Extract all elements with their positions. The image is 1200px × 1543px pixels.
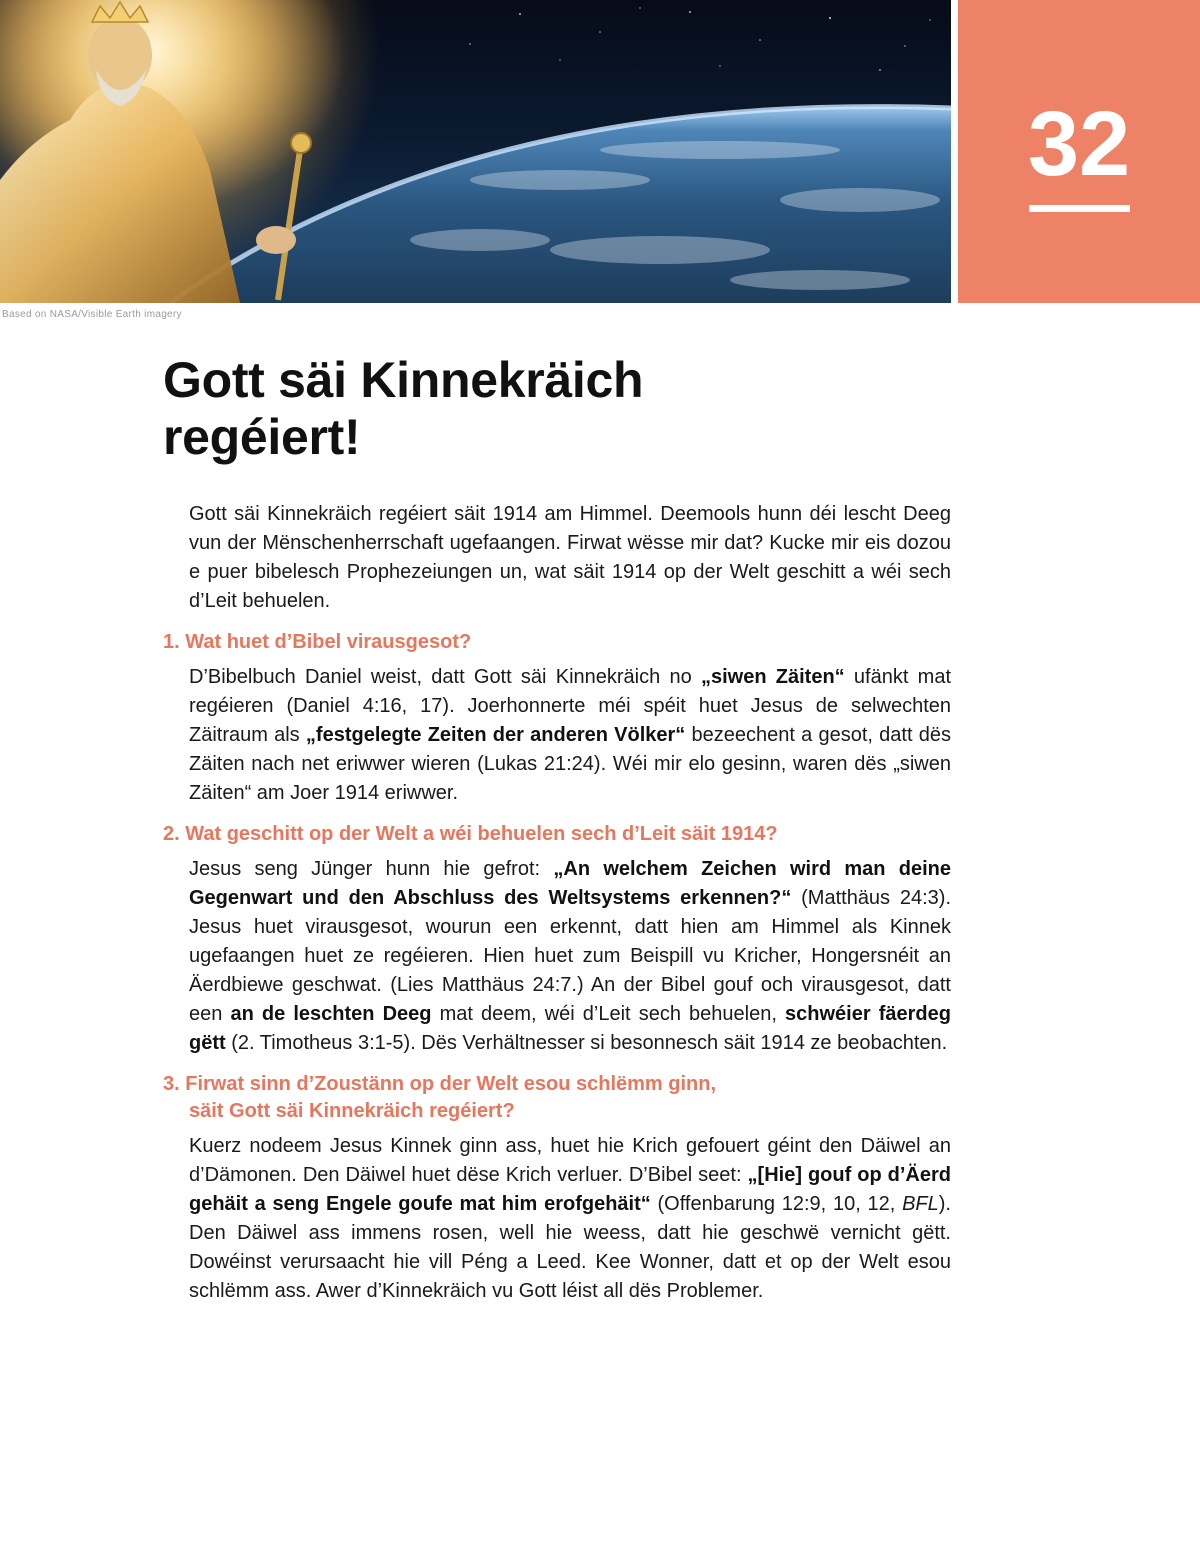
bible-abbreviation: BFL: [902, 1193, 939, 1215]
question-1: [163, 629, 951, 808]
question-2-answer: Jesus seng Jünger hunn hie gefrot: „An welchem Zeichen wird man deine Gegenwart und den Abschluss des Weltsystems erkennen?“ (Matthäus 24:3). Jesus huet virausgesot, wourun een erkennt, datt hien am Himmel als Kinnek ugefaangen huet ze regéieren. Hien huet zum Beispill vu Kricher, Hongersnéit an Äerdbiewe geschwat. (Lies Matthäus 24:7.) An der Bibel gouf och virausgesot, datt een an de leschten Deeg mat deem, wéi d’Leit sech behuelen, schwéier fäerdeg gëtt (2. Timotheus 3:1-5). Dës Verhältnesser si besonnesch säit 1914 ze beobachten.: [189, 858, 952, 1054]
lesson-number: 32: [1027, 93, 1131, 195]
question-1-heading: 1. Wat huet d’Bibel virausgesot?: [163, 631, 472, 653]
lesson-number-underline: [1029, 205, 1130, 212]
hero-image: [0, 0, 951, 303]
image-credit: Based on NASA/Visible Earth imagery: [2, 309, 182, 320]
title-line-2: regéiert!: [163, 409, 361, 465]
lesson-content: [163, 500, 951, 1306]
bold-quote: „An welchem Zeichen wird man deine Gegenwart und den Abschluss des Weltsystems erkennen?“: [189, 858, 951, 909]
title-line-1: Gott säi Kinnekräich: [163, 352, 644, 408]
question-2-heading: 2. Wat geschitt op der Welt a wéi behuelen sech d’Leit säit 1914?: [163, 823, 778, 845]
question-3: [163, 1071, 951, 1306]
page-title: [163, 352, 963, 466]
bold-quote: „festgelegte Zeiten der anderen Völker“: [305, 724, 686, 746]
bold-quote: „[Hie] gouf op d’Äerd gehäit a seng Engele goufe mat him erofgehäit“: [189, 1164, 951, 1215]
bold-phrase: an de leschten Deeg: [230, 1003, 432, 1025]
lesson-number-badge: [958, 0, 1200, 303]
bold-quote: „siwen Zäiten“: [700, 666, 845, 688]
question-1-answer: D’Bibelbuch Daniel weist, datt Gott säi Kinnekräich no „siwen Zäiten“ ufänkt mat regéieren (Daniel 4:16, 17). Joerhonnerte méi spéit huet Jesus de selwechten Zäitraum als „festgelegte Zeiten der anderen Völker“ bezeechent a gesot, datt dës Zäiten nach net eriwwer wieren (Lukas 21:24). Wéi mir elo gesinn, waren dës „siwen Zäiten“ am Joer 1914 eriwwer.: [189, 666, 951, 804]
intro-paragraph: Gott säi Kinnekräich regéiert säit 1914 am Himmel. Deemools hunn déi lescht Deeg vun der Mënschenherrschaft ugefaangen. Firwat wësse mir dat? Kucke mir eis dozou e puer bibelesch Prophezeiungen un, wat säit 1914 op der Welt geschitt a wéi sech d’Leit behuelen.: [189, 503, 951, 612]
question-2: [163, 821, 951, 1058]
bold-phrase: schwéier fäerdeg gëtt: [189, 1003, 951, 1054]
question-3-answer: Kuerz nodeem Jesus Kinnek ginn ass, huet hie Krich gefouert géint den Däiwel an d’Dämonen. Den Däiwel huet dëse Krich verluer. D’Bibel seet: „[Hie] gouf op d’Äerd gehäit a seng Engele goufe mat him erofgehäit“ (Offenbarung 12:9, 10, 12, BFL). Den Däiwel ass immens rosen, well hie weess, datt hie geschwë vernicht gëtt. Dowéinst verursaacht hie vill Péng a Leed. Kee Wonner, datt et op der Welt esou schlëmm ass. Awer d’Kinnekräich vu Gott léist all dës Problemer.: [189, 1135, 951, 1302]
stars: [469, 7, 931, 71]
question-3-heading: 3. Firwat sinn d’Zoustänn op der Welt esou schlëmm ginn, säit Gott säi Kinnekräich regéiert?: [163, 1073, 717, 1122]
earth-from-space-illustration: [0, 0, 951, 303]
